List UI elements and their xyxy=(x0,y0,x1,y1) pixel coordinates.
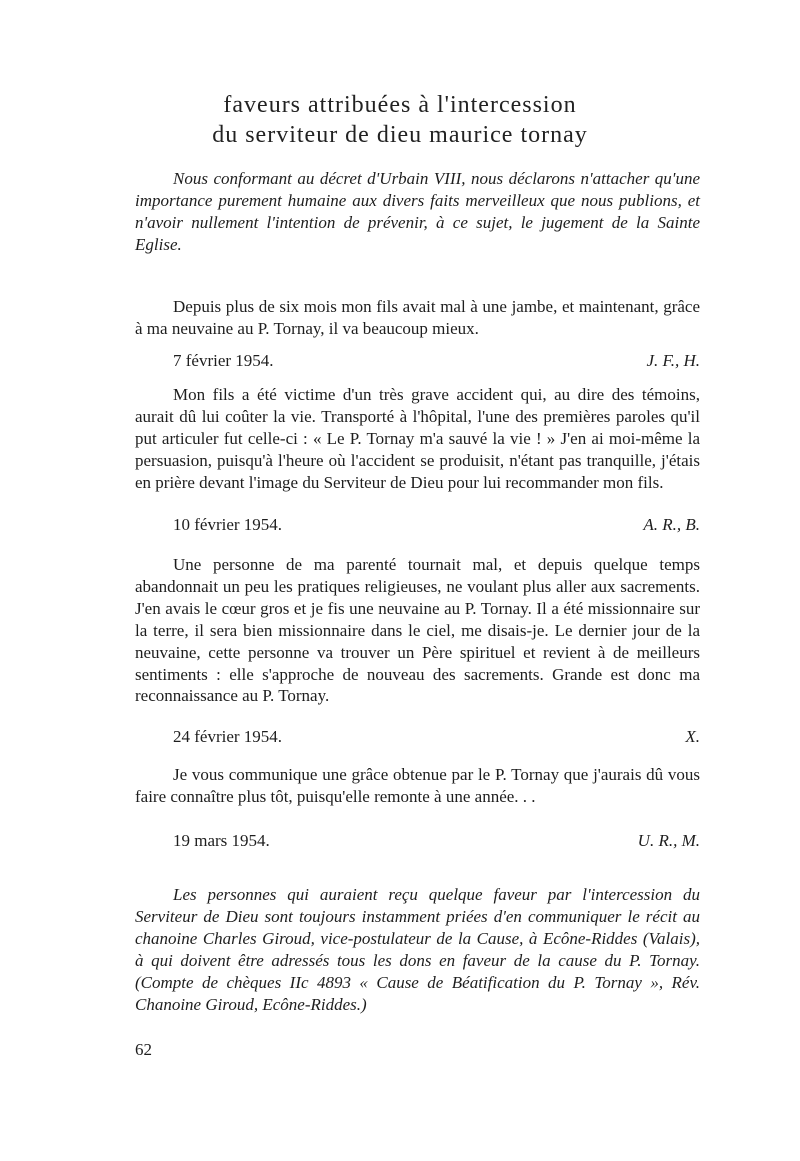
closing-paragraph: Les personnes qui auraient reçu quelque faveur par l'intercession du Serviteur de Dieu sont toujours instamment priées d'en communiquer le récit au chanoine Charles Giroud, vice-postulateur de la Cause, à Ecône-Riddes (Valais), à qui doivent être adressés tous les dons en faveur de la cause du P. Tornay. (Compte de chèques IIc 4893 « Cause de Béatification du P. Tornay », Rév. Chanoine Giroud, Ecône-Riddes.) xyxy=(135,885,700,1014)
testimony-1-signature: J. F., H. xyxy=(646,351,700,370)
page-title xyxy=(120,90,680,150)
testimony-3-date: 24 février 1954. xyxy=(173,727,283,746)
testimony-3-text: Une personne de ma parenté tournait mal, et depuis quelque temps abandonnait un peu les pratiques religieuses, ne voulant plus aller aux sacrements. J'en avais le cœur gros et je fis une neuvaine au P. Tornay. Il a été missionnaire sur la terre, il sera bien missionnaire dans le ciel, me disais-je. Le dernier jour de la neuvaine, cette personne va trouver un Père spirituel et revient à de meilleurs sentiments : elle s'approche de nouveau des sacrements. Grande est donc ma reconnaissance au P. Tornay. xyxy=(135,555,700,706)
title-line-2: du serviteur de dieu maurice tornay xyxy=(212,122,588,148)
disclaimer-paragraph: Nous conformant au décret d'Urbain VIII, nous déclarons n'attacher qu'une importance purement humaine aux divers faits merveilleux que nous publions, et n'avoir nullement l'intention de prévenir, à ce sujet, le jugement de la Sainte Eglise. xyxy=(135,169,700,254)
testimony-4-date: 19 mars 1954. xyxy=(173,831,270,850)
testimony-1-date: 7 février 1954. xyxy=(173,351,274,370)
testimony-2-date: 10 février 1954. xyxy=(173,515,283,534)
testimony-1-text: Depuis plus de six mois mon fils avait mal à une jambe, et maintenant, grâce à ma neuvaine au P. Tornay, il va beaucoup mieux. xyxy=(135,297,700,338)
title-line-1: faveurs attribuées à l'intercession xyxy=(223,92,577,118)
testimony-2-text: Mon fils a été victime d'un très grave accident qui, au dire des témoins, aurait dû lui coûter la vie. Transporté à l'hôpital, l'une des premières paroles qu'il put articuler fut celle-ci : « Le P. Tornay m'a sauvé la vie ! » J'en ai moi-même la persuasion, puisqu'à l'heure où l'accident se produisit, n'étant pas tranquille, j'étais en prière devant l'image du Serviteur de Dieu pour lui recommander mon fils. xyxy=(135,385,700,492)
page-number: 62 xyxy=(135,1040,152,1059)
testimony-2-signature: A. R., B. xyxy=(643,515,700,534)
testimony-4-signature: U. R., M. xyxy=(637,831,700,850)
testimony-4-text: Je vous communique une grâce obtenue par le P. Tornay que j'aurais dû vous faire connaître plus tôt, puisqu'elle remonte à une année. . . xyxy=(135,765,700,806)
testimony-3-signature: X. xyxy=(685,727,700,746)
